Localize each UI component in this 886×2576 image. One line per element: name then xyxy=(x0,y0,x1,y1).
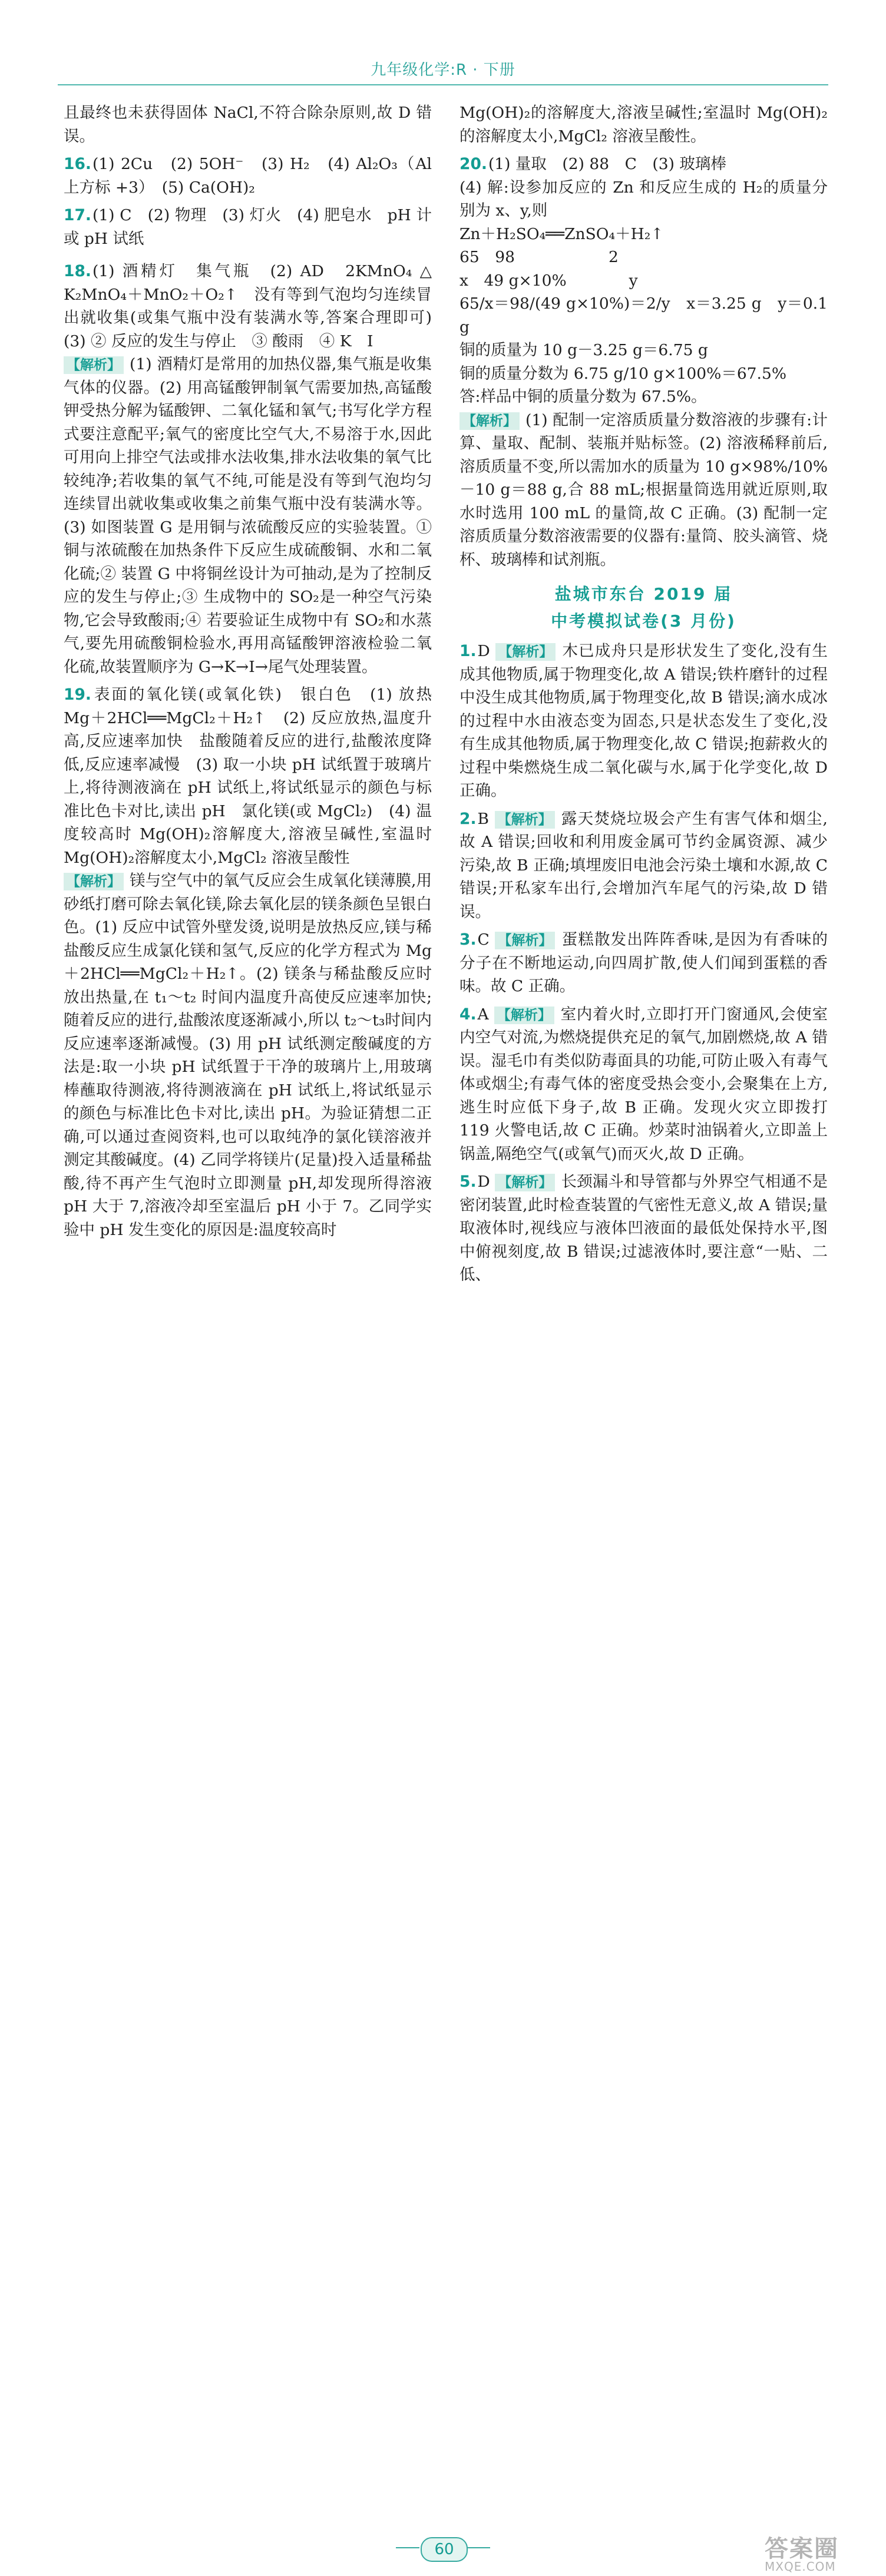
answer-17 xyxy=(64,204,432,250)
question-number: 19. xyxy=(64,686,91,704)
watermark-logo xyxy=(747,2530,877,2576)
answer-3 xyxy=(459,928,828,998)
question-number: 4. xyxy=(459,1005,477,1024)
item-text: 且最终也未获得固体 NaCl,不符合除杂原则,故 D 错误。 xyxy=(64,104,432,145)
analysis-18 xyxy=(64,353,432,678)
analysis-text: 长颈漏斗和导管都与外界空气相通不是密闭装置,此时检查装置的气密性无意义,故 A 错误;量取液体时,视线应与液体凹液面的最低处保持水平,图中俯视刻度,故 B 错误;过滤液体时,要注意“一贴、二低、 xyxy=(459,1173,828,1284)
analysis-label: 【解析】 xyxy=(459,412,520,430)
analysis-text: 镁与空气中的氧气反应会生成氧化镁薄膜,用砂纸打磨可除去氧化镁,除去氧化层的镁条颜色呈银白色。(1) 反应中试管外壁发烫,说明是放热反应,镁与稀盐酸反应生成氯化镁和氢气,反应的化学方程式为 Mg＋2HCl══MgCl₂＋H₂↑。(2) 镁条与稀盐酸反应时放出热量,在 t₁～t₂ 时间内温度升高使反应速率加快;随着反应的进行,盐酸浓度逐渐减小,所以 t₂～t₃时间内反应速率逐渐减慢。(3) 用 pH 试纸测定酸碱度的方法是:取一小块 pH 试纸置于干净的玻璃片上,用玻璃棒蘸取待测液,将待测液滴在 pH 试纸上,将试纸显示的颜色与标准比色卡对比,读出 pH。为验证猜想二正确,可以通过查阅资料,也可以取纯净的氯化镁溶液并测定其酸碱度。(4) 乙同学将镁片(足量)投入适量稀盐酸,待不再产生气泡时立即测量 pH,却发现所得溶液 pH 大于 7,溶液冷却至室温后 pH 小于 7。乙同学实验中 pH 发生变化的原因是:温度较高时 xyxy=(64,872,432,1239)
analysis-label: 【解析】 xyxy=(495,643,556,661)
right-column xyxy=(459,101,828,1287)
answer-19 xyxy=(64,683,448,869)
question-number: 5. xyxy=(459,1173,477,1191)
question-number: 2. xyxy=(459,809,477,828)
left-column xyxy=(64,101,448,1241)
watermark-url: MXQE.COM xyxy=(765,2560,836,2574)
equation-line: 铜的质量分数为 6.75 g/10 g×100%＝67.5% xyxy=(459,364,786,383)
item-text: 表面的氧化镁(或氧化铁) 银白色 (1) 放热 Mg＋2HCl══MgCl₂＋H₂↑ (2) 反应放热,温度升高,反应速率加快 盐酸随着反应的进行,盐酸浓度降低,反应速率减慢 (3) 取一小块 pH 试纸置于玻璃片上,将待测液滴在 pH 试纸上,将试纸显示的颜色与标准比色卡对比,读出 pH 氯化镁(或 MgCl₂) (4) 温度较高时 Mg(OH)₂溶解度大,溶液呈碱性,室温时 Mg(OH)₂溶解度太小,MgCl₂ 溶液呈酸性 xyxy=(64,686,448,867)
analysis-label: 【解析】 xyxy=(494,1006,554,1024)
question-number: 16. xyxy=(64,155,91,173)
item-text: (1) 酒精灯 集气瓶 (2) AD 2KMnO₄ △ K₂MnO₄＋MnO₂＋O₂↑ 没有等到气泡均匀连续冒出就收集(或集气瓶中没有装满水等,答案合理即可) (3) ② 反应的发生与停止 ③ 酸雨 ④ K I xyxy=(64,262,448,350)
question-number: 18. xyxy=(64,262,91,280)
solution-line: (4) 解:设参加反应的 Zn 和反应生成的 H₂的质量分别为 x、y,则 xyxy=(459,178,828,220)
question-number: 3. xyxy=(459,931,477,949)
choice: D xyxy=(477,642,490,660)
header-title: 九年级化学:R · 下册 xyxy=(371,61,515,79)
question-number: 17. xyxy=(64,206,91,224)
analysis-label: 【解析】 xyxy=(495,811,555,829)
watermark-text: 答案圈 xyxy=(765,2535,839,2562)
analysis-19 xyxy=(64,869,432,1241)
choice: B xyxy=(477,809,489,828)
page-footer xyxy=(0,1264,886,2574)
page-number: 60 xyxy=(421,2537,468,2562)
question-number: 1. xyxy=(459,642,477,660)
analysis-text: (1) 配制一定溶质质量分数溶液的步骤有:计算、量取、配制、装瓶并贴标签。(2) 溶液稀释前后,溶质质量不变,所以需加水的质量为 10 g×98%/10% －10 g＝88 g,合 88 mL;根据量筒选用就近原则,取水时选用 100 mL 的量筒,故 C 正确。(3) 配制一定溶质质量分数溶液需要的仪器有:量筒、胶头滴管、烧杯、玻璃棒和试剂瓶。 xyxy=(459,410,828,569)
analysis-text: 露天焚烧垃圾会产生有害气体和烟尘,故 A 错误;回收和利用废金属可节约金属资源、减少污染,故 B 正确;填埋废旧电池会污染土壤和水源,故 C 错误;开私家车出行,会增加汽车尾气的污染,故 D 错误。 xyxy=(459,809,828,921)
continuation-19 xyxy=(459,101,828,148)
answer-16 xyxy=(64,153,432,199)
item-text: Mg(OH)₂的溶解度大,溶液呈碱性;室温时 Mg(OH)₂的溶解度太小,MgCl₂ 溶液呈酸性。 xyxy=(459,104,828,145)
analysis-label: 【解析】 xyxy=(64,356,124,374)
analysis-text: (1) 酒精灯是常用的加热仪器,集气瓶是收集气体的仪器。(2) 用高锰酸钾制氧气需要加热,高锰酸钾受热分解为锰酸钾、二氧化锰和氧气;书写化学方程式要注意配平;氧气的密度比空气大,不易溶于水,因此可用向上排空气法或排水法收集,排水法收集的氧气比较纯净;若收集的氧气不纯,可能是没有等到气泡均匀连续冒出就收集或收集之前集气瓶中没有装满水等。(3) 如图装置 G 是用铜与浓硫酸反应的实验装置。① 铜与浓硫酸在加热条件下反应生成硫酸铜、水和二氧化硫;② 装置 G 中将铜丝设计为可抽动,是为了控制反应的发生与停止;③ 生成物中的 SO₂是一种空气污染物,它会导致酸雨;④ 若要验证生成物中有 SO₂和水蒸气,要先用硫酸铜检验水,再用高锰酸钾溶液检验二氧化硫,故装置顺序为 G→K→I→尾气处理装置。 xyxy=(64,355,432,676)
equation-line: 65/x＝98/(49 g×10%)＝2/y x＝3.25 g y＝0.1 g xyxy=(459,294,828,336)
section-subtitle: 中考模拟试卷(3 月份) xyxy=(551,611,736,631)
analysis-text: 蛋糕散发出阵阵香味,是因为有香味的分子在不断地运动,向四周扩散,使人们闻到蛋糕的香味。故 C 正确。 xyxy=(459,931,828,995)
equation-line: 铜的质量为 10 g－3.25 g＝6.75 g xyxy=(459,341,708,359)
answer-1 xyxy=(459,640,828,803)
analysis-text: 木已成舟只是形状发生了变化,没有生成其他物质,属于物理变化,故 A 错误;铁杵磨针的过程中没生成其他物质,属于物理变化,故 B 错误;滴水成冰的过程中水由液态变为固态,只是状态发生了变化,没有生成其他物质,属于物理变化,故 C 错误;抱薪救火的过程中柴燃烧生成二氧化碳与水,属于化学变化,故 D 正确。 xyxy=(459,642,828,800)
answer-18 xyxy=(64,260,448,353)
equation-line: x 49 g×10% y xyxy=(459,271,638,290)
answer-20 xyxy=(459,153,828,176)
footer-ornament-right xyxy=(467,2547,490,2551)
choice: C xyxy=(477,931,490,949)
question-number: 20. xyxy=(459,155,487,173)
header-rule xyxy=(58,84,828,85)
item-text: (1) 量取 (2) 88 C (3) 玻璃棒 xyxy=(488,155,726,173)
item-text: (1) 2Cu (2) 5OH⁻ (3) H₂ (4) Al₂O₃（Al 上方标 +3） (5) Ca(OH)₂ xyxy=(64,155,432,197)
analysis-label: 【解析】 xyxy=(495,1174,555,1191)
answer-4 xyxy=(459,1003,828,1166)
analysis-label: 【解析】 xyxy=(495,932,555,949)
answer-line: 答:样品中铜的质量分数为 67.5%。 xyxy=(459,388,707,406)
analysis-20 xyxy=(459,409,828,572)
page-header xyxy=(0,0,886,88)
footer-ornament-left xyxy=(396,2547,419,2551)
equation-line: Zn＋H₂SO₄══ZnSO₄＋H₂↑ xyxy=(459,224,664,243)
choice: D xyxy=(477,1173,490,1191)
analysis-text: 室内着火时,立即打开门窗通风,会使室内空气对流,为燃烧提供充足的氧气,加剧燃烧,故 A 错误。湿毛巾有类似防毒面具的功能,可防止吸入有毒气体或烟尘;有毒气体的密度受热会变小,会聚集在上方,逃生时应低下身子,故 B 正确。发现火灾立即拨打 119 火警电话,故 C 正确。炒菜时油锅着火,立即盖上锅盖,隔绝空气(或氧气)而灭火,故 D 正确。 xyxy=(459,1005,828,1163)
continuation-15 xyxy=(64,101,432,148)
analysis-label: 【解析】 xyxy=(64,873,124,890)
choice: A xyxy=(477,1005,489,1024)
section-title: 盐城市东台 2019 届 xyxy=(554,584,733,604)
item-text: (1) C (2) 物理 (3) 灯火 (4) 肥皂水 pH 计或 pH 试纸 xyxy=(64,206,432,248)
answer-2 xyxy=(459,807,828,924)
equation-line: 65 98 2 xyxy=(459,248,619,266)
